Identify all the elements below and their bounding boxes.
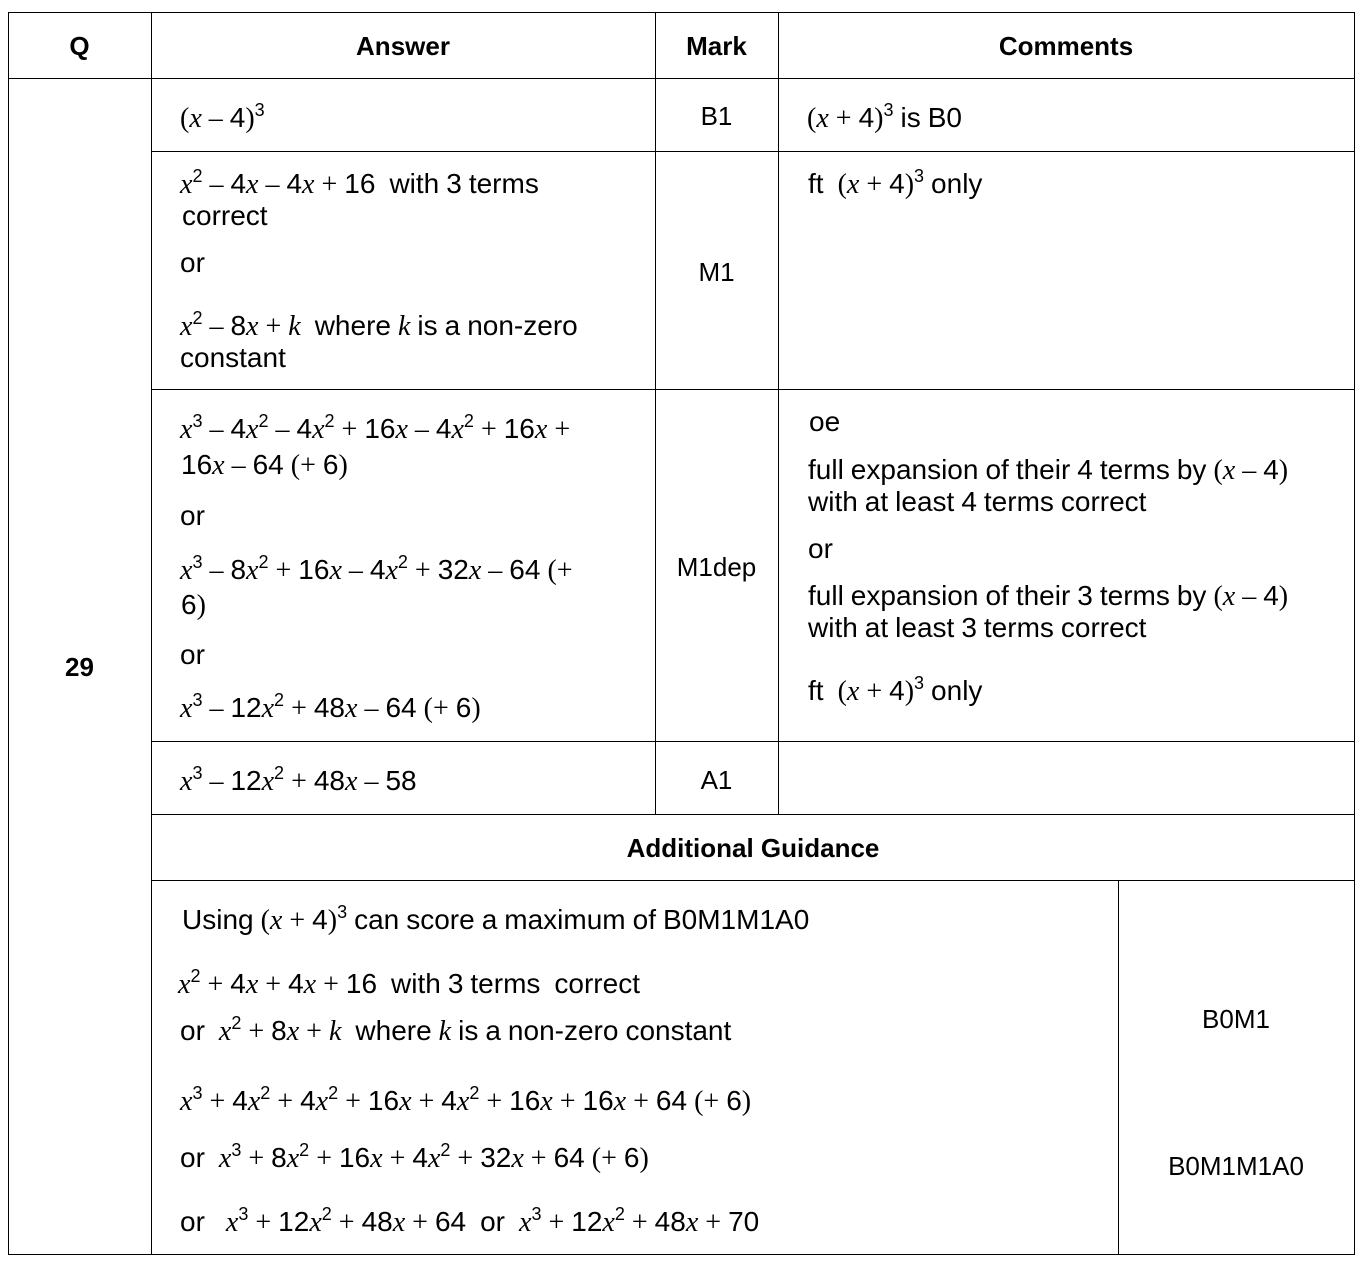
guidance-line: $x^3 + 4x^2 + 4x^2 + 16x + 4x^2 + 16x + 16x + 64$ (+ 6) bbox=[180, 1083, 752, 1117]
answer-line: 16x – 64 (+ 6) bbox=[181, 449, 348, 481]
guidance-line: or $x^3 + 12x^2 + 48x + 64$ or $x^3 + 12x^2 + 48x + 70$ bbox=[180, 1204, 760, 1238]
comment-line: with at least 4 terms correct bbox=[808, 486, 1147, 517]
comment-line: full expansion of their 4 terms by (x – 4) bbox=[808, 454, 1289, 486]
header-q: Q bbox=[69, 31, 90, 61]
rule-guidance-title bbox=[151, 880, 1355, 881]
answer-line: $x^2 - 8x + k$ where k is a non-zero bbox=[180, 308, 578, 342]
answer-line: constant bbox=[180, 342, 286, 373]
guidance-mark: B0M1M1A0 bbox=[1168, 1151, 1304, 1181]
comment-line: full expansion of their 3 terms by (x – 4) bbox=[808, 580, 1289, 612]
rule-row2 bbox=[151, 389, 1355, 390]
mark-b1: B1 bbox=[700, 101, 733, 131]
answer-line: $x^3 - 4x^2 - 4x^2 + 16x - 4x^2 + 16x$ + bbox=[180, 411, 571, 445]
answer-line: $x^2 - 4x - 4x + 16$ with 3 terms bbox=[180, 166, 539, 200]
answer-line: $x^3 - 12x^2 + 48x - 64$ (+ 6) bbox=[180, 690, 481, 724]
comment-line: oe bbox=[809, 406, 841, 437]
guidance-mark: B0M1 bbox=[1202, 1004, 1270, 1034]
comment-line: ft $(x + 4)^3$ only bbox=[808, 673, 983, 707]
mark-a1: A1 bbox=[700, 765, 733, 795]
answer-line: or bbox=[180, 500, 205, 531]
rule-right bbox=[1354, 12, 1355, 1255]
guidance-title: Additional Guidance bbox=[626, 833, 880, 863]
rule-left bbox=[8, 12, 9, 1255]
answer-line: or bbox=[180, 639, 205, 670]
comment-line: ft $(x + 4)^3$ only bbox=[808, 166, 983, 200]
guidance-line: or $x^3 + 8x^2 + 16x + 4x^2 + 32x + 64$ (+ 6) bbox=[180, 1140, 649, 1174]
rule-top bbox=[8, 12, 1355, 13]
answer-line: 6) bbox=[181, 589, 206, 621]
guidance-line: or $x^2 + 8x + k$ where k is a non-zero constant bbox=[180, 1013, 732, 1047]
header-comments: Comments bbox=[998, 31, 1134, 61]
rule-answer bbox=[655, 12, 656, 815]
mark-m1dep: M1dep bbox=[676, 552, 757, 582]
mark-m1: M1 bbox=[698, 257, 735, 287]
comment-line: with at least 3 terms correct bbox=[808, 612, 1147, 643]
rule-guidance-mark bbox=[1118, 880, 1119, 1255]
answer-line: $x^3 - 8x^2 + 16x - 4x^2 + 32x - 64$ (+ bbox=[180, 552, 573, 586]
answer-line: correct bbox=[182, 200, 268, 231]
guidance-line: $x^2 + 4x + 4x + 16$ with 3 terms correct bbox=[178, 966, 640, 1000]
guidance-line: Using $(x + 4)^3$ can score a maximum of B0M1M1A0 bbox=[182, 902, 810, 936]
rule-row1 bbox=[151, 151, 1355, 152]
header-mark: Mark bbox=[686, 31, 747, 61]
comment-line: or bbox=[808, 533, 833, 564]
answer-line: (x – 4)$^3$ bbox=[180, 100, 265, 134]
answer-line: $x^3 - 12x^2 + 48x - 58$ bbox=[180, 763, 417, 797]
rule-header-bottom bbox=[8, 78, 1355, 79]
rule-bottom bbox=[8, 1254, 1355, 1255]
question-number: 29 bbox=[65, 652, 94, 682]
rule-q bbox=[151, 12, 152, 1255]
header-answer: Answer bbox=[356, 31, 450, 61]
answer-line: or bbox=[180, 247, 205, 278]
rule-mark bbox=[778, 12, 779, 815]
rule-row3 bbox=[151, 741, 1355, 742]
rule-row4 bbox=[151, 814, 1355, 815]
comment-line: $(x + 4)^3$ is B0 bbox=[807, 100, 962, 134]
